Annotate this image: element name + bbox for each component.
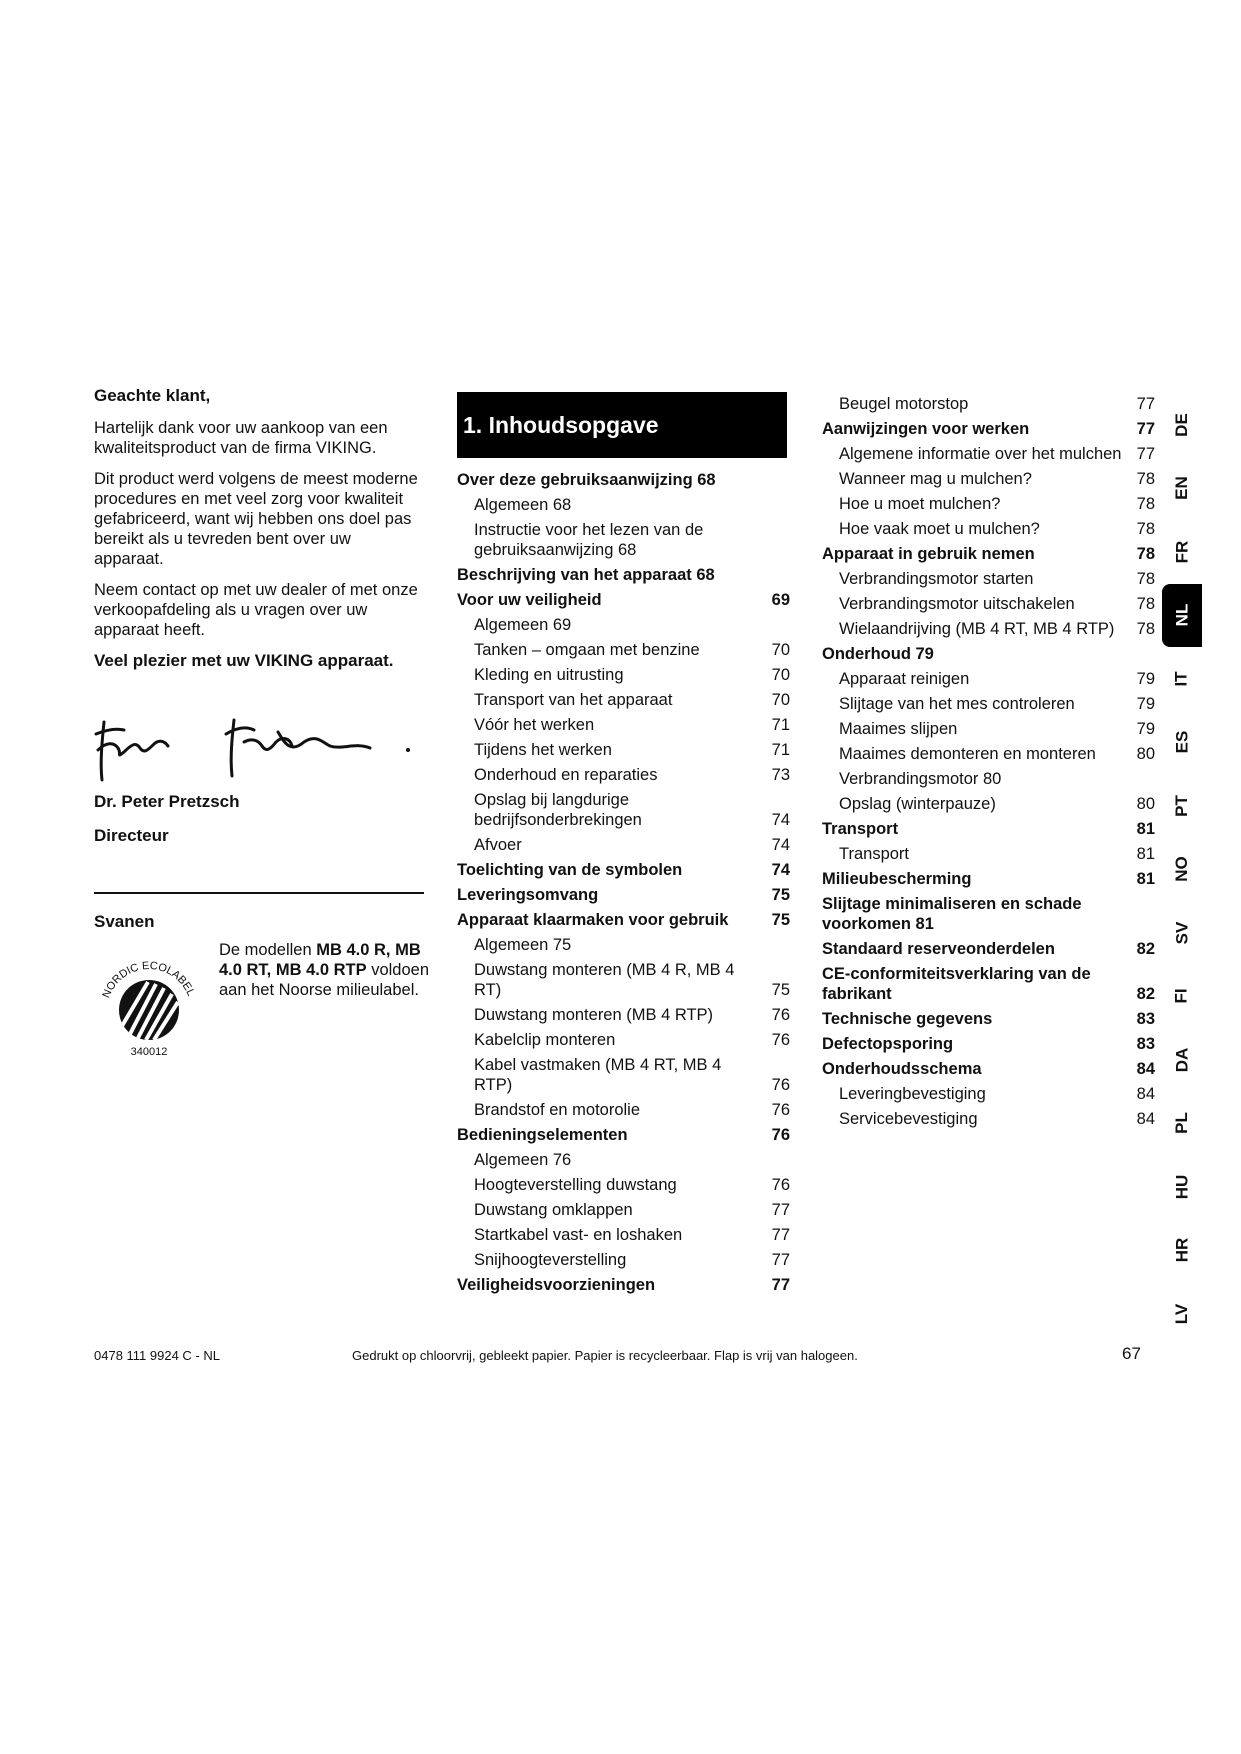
toc-entry[interactable]	[457, 1198, 792, 1223]
toc-entry[interactable]	[457, 858, 792, 883]
toc-entry-title: Duwstang monteren (MB 4 RTP)	[474, 1006, 714, 1024]
language-tab-es[interactable]	[1162, 711, 1202, 775]
toc-entry[interactable]	[822, 792, 1157, 817]
toc-entry[interactable]	[822, 1007, 1157, 1032]
toc-entry-title: Aanwijzingen voor werken	[822, 420, 1030, 438]
toc-entry-page: 70	[771, 691, 790, 709]
toc-entry[interactable]	[822, 692, 1157, 717]
toc-entry-page: 71	[771, 741, 790, 759]
toc-entry-title: Verbrandingsmotor uitschakelen	[839, 595, 1075, 613]
svanen-title: Svanen	[94, 912, 155, 931]
toc-entry-page: 76	[771, 1031, 790, 1049]
toc-entry-title: Opslag (winterpauze)	[839, 795, 996, 813]
nordic-ecolabel-icon	[94, 942, 204, 1060]
toc-entry-page: 76	[771, 1076, 790, 1094]
toc-entry[interactable]	[457, 788, 792, 833]
toc-entry-title: Standaard reserveonderdelen	[822, 940, 1055, 958]
language-tabs	[1162, 393, 1202, 1346]
toc-entry[interactable]	[457, 563, 792, 588]
toc-column-right	[822, 392, 1157, 1132]
toc-entry[interactable]	[822, 717, 1157, 742]
toc-entry[interactable]	[457, 1273, 792, 1298]
language-tab-label: IT	[1171, 671, 1191, 687]
toc-entry[interactable]	[822, 392, 1157, 417]
handwritten-signature	[94, 712, 424, 782]
toc-entry[interactable]	[822, 492, 1157, 517]
toc-entry-title: Leveringbevestiging	[839, 1085, 986, 1103]
toc-entry-page: 71	[771, 716, 790, 734]
toc-entry-page: 75	[771, 981, 790, 999]
toc-entry-title: Opslag bij langdurige bedrijfsonderbrekingen	[474, 791, 642, 829]
toc-entry-page: 76	[771, 1101, 790, 1119]
toc-entry-page: 77	[1136, 445, 1155, 463]
toc-entry-title: Maaimes slijpen	[839, 720, 958, 738]
toc-entry-page: 69	[771, 591, 790, 609]
toc-entry[interactable]	[457, 1053, 792, 1098]
toc-entry-title: Wanneer mag u mulchen?	[839, 470, 1032, 488]
toc-entry-page: 78	[1136, 495, 1155, 513]
language-tab-label: ES	[1172, 730, 1191, 754]
toc-entry[interactable]	[457, 1028, 792, 1053]
language-tab-hu[interactable]	[1162, 1155, 1202, 1219]
toc-entry[interactable]	[822, 892, 1157, 937]
toc-entry-page: 70	[771, 666, 790, 684]
toc-entry-title: Algemeen 69	[474, 616, 572, 634]
toc-entry[interactable]	[457, 688, 792, 713]
toc-entry[interactable]	[457, 1098, 792, 1123]
language-tab-label: FI	[1171, 988, 1191, 1004]
toc-entry-title: Apparaat reinigen	[839, 670, 970, 688]
toc-list	[457, 468, 792, 1298]
toc-heading: 1. Inhoudsopgave	[457, 392, 787, 458]
paper-note: Gedrukt op chloorvrij, gebleekt papier. Papier is recycleerbaar. Flap is vrij van halogeen.	[352, 1348, 858, 1363]
toc-entry-title: Startkabel vast- en loshaken	[474, 1226, 683, 1244]
section-divider	[94, 892, 424, 894]
toc-entry-title: Onderhoud 79	[822, 645, 934, 663]
toc-entry-page: 80	[1136, 795, 1155, 813]
svanen-description	[219, 940, 429, 1000]
toc-entry-page: 75	[771, 886, 790, 904]
toc-entry-page: 83	[1136, 1010, 1155, 1028]
toc-entry-title: Slijtage van het mes controleren	[839, 695, 1075, 713]
toc-entry[interactable]	[457, 1003, 792, 1028]
toc-entry-title: Algemeen 68	[474, 496, 572, 514]
toc-entry-title: Tanken – omgaan met benzine	[474, 641, 700, 659]
intro-paragraph: Dit product werd volgens de meest moderne procedures en met veel zorg voor kwaliteit gefabriceerd, want wij hebben ons doel pas bereikt als u tevreden bent over uw apparaat.	[94, 470, 418, 568]
toc-entry[interactable]	[457, 763, 792, 788]
toc-entry-page: 84	[1136, 1085, 1155, 1103]
language-tab-da[interactable]	[1162, 1028, 1202, 1092]
toc-entry[interactable]	[457, 1248, 792, 1273]
language-tab-label: PT	[1171, 794, 1191, 817]
toc-entry-title: Onderhoudsschema	[822, 1060, 982, 1078]
toc-entry-title: Defectopsporing	[822, 1035, 954, 1053]
toc-entry-page: 78	[1136, 545, 1155, 563]
toc-entry-title: Kabel vastmaken (MB 4 RT, MB 4 RTP)	[474, 1056, 722, 1094]
svg-text:NORDIC ECOLABEL: NORDIC ECOLABEL	[100, 959, 197, 1000]
toc-entry-title: Servicebevestiging	[839, 1110, 978, 1128]
toc-entry-page: 79	[1136, 720, 1155, 738]
toc-entry-page: 78	[1136, 520, 1155, 538]
svanen-models: MB 4.0 R, MB 4.0 RT, MB 4.0 RTP	[219, 941, 421, 979]
toc-entry-title: Transport van het apparaat	[474, 691, 673, 709]
toc-entry-title: Tijdens het werken	[474, 741, 612, 759]
toc-entry[interactable]	[822, 517, 1157, 542]
language-tab-fr[interactable]	[1162, 520, 1202, 584]
toc-entry-page: 80	[1136, 745, 1155, 763]
toc-entry-page: 79	[1136, 670, 1155, 688]
toc-entry[interactable]	[822, 867, 1157, 892]
toc-entry-title: Transport	[822, 820, 899, 838]
toc-entry-title: Kleding en uitrusting	[474, 666, 624, 684]
toc-entry[interactable]	[822, 617, 1157, 642]
toc-entry-title: Wielaandrijving (MB 4 RT, MB 4 RTP)	[839, 620, 1115, 638]
intro-paragraph: Neem contact op met uw dealer of met onze verkoopafdeling als u vragen over uw apparaat heeft.	[94, 581, 418, 639]
toc-entry-page: 77	[771, 1251, 790, 1269]
toc-entry-title: Verbrandingsmotor 80	[839, 770, 1002, 788]
language-tab-no[interactable]	[1162, 838, 1202, 902]
toc-entry[interactable]	[822, 1032, 1157, 1057]
toc-entry-title: Leveringsomvang	[457, 886, 599, 904]
toc-entry-page: 77	[1136, 395, 1155, 413]
toc-entry[interactable]	[457, 883, 792, 908]
toc-entry[interactable]	[822, 962, 1157, 1007]
toc-entry[interactable]	[822, 542, 1157, 567]
toc-column-middle	[457, 392, 792, 1298]
toc-entry-title: Transport	[839, 845, 909, 863]
toc-entry-page: 78	[1136, 570, 1155, 588]
toc-entry-page: 75	[771, 911, 790, 929]
language-tab-nl[interactable]	[1162, 584, 1202, 648]
toc-entry[interactable]	[457, 1173, 792, 1198]
toc-entry-title: Duwstang omklappen	[474, 1201, 633, 1219]
signatory-name: Dr. Peter Pretzsch	[94, 792, 240, 811]
toc-entry-title: Onderhoud en reparaties	[474, 766, 658, 784]
toc-entry-title: Hoogteverstelling duwstang	[474, 1176, 677, 1194]
intro-paragraph: Hartelijk dank voor uw aankoop van een kwaliteitsproduct van de firma VIKING.	[94, 419, 388, 457]
language-tab-label: DE	[1172, 412, 1191, 437]
language-tab-label: NL	[1171, 603, 1191, 627]
language-tab-fi[interactable]	[1162, 965, 1202, 1029]
toc-entry-page: 84	[1136, 1060, 1155, 1078]
toc-entry[interactable]	[457, 958, 792, 1003]
toc-entry[interactable]	[822, 842, 1157, 867]
toc-entry-title: Toelichting van de symbolen	[457, 861, 683, 879]
toc-entry-title: Hoe u moet mulchen?	[839, 495, 1001, 513]
toc-entry[interactable]	[822, 567, 1157, 592]
toc-entry-page: 76	[771, 1176, 790, 1194]
toc-entry-page: 79	[1136, 695, 1155, 713]
svanen-text-suffix: voldoen aan het Noorse milieulabel.	[219, 961, 430, 999]
toc-entry-page: 77	[771, 1201, 790, 1219]
language-tab-lv[interactable]	[1162, 1282, 1202, 1346]
toc-entry-title: Algemene informatie over het mulchen	[839, 445, 1122, 463]
toc-entry[interactable]	[457, 1123, 792, 1148]
language-tab-label: NO	[1172, 856, 1191, 882]
toc-entry-page: 76	[771, 1006, 790, 1024]
language-tab-en[interactable]	[1162, 457, 1202, 521]
language-tab-pl[interactable]	[1162, 1092, 1202, 1156]
toc-entry[interactable]	[457, 613, 792, 638]
language-tab-label: SV	[1172, 921, 1191, 945]
toc-entry[interactable]	[822, 642, 1157, 667]
toc-entry-title: Beugel motorstop	[839, 395, 969, 413]
toc-entry-page: 74	[771, 836, 790, 854]
toc-entry-title: Verbrandingsmotor starten	[839, 570, 1034, 588]
toc-entry[interactable]	[822, 817, 1157, 842]
svg-text:340012: 340012	[130, 1046, 168, 1058]
toc-entry[interactable]	[822, 767, 1157, 792]
signatory-role: Directeur	[94, 826, 169, 845]
toc-list	[822, 392, 1157, 1132]
page-number: 67	[1122, 1344, 1141, 1363]
toc-entry[interactable]	[457, 1223, 792, 1248]
toc-entry[interactable]	[457, 518, 792, 563]
toc-entry-page: 83	[1136, 1035, 1155, 1053]
toc-entry-title: Voor uw veiligheid	[457, 591, 602, 609]
toc-entry-page: 82	[1136, 985, 1155, 1003]
toc-entry[interactable]	[457, 908, 792, 933]
language-tab-it[interactable]	[1162, 647, 1202, 711]
toc-entry-page: 70	[771, 641, 790, 659]
toc-entry[interactable]	[822, 667, 1157, 692]
intro-letter	[94, 386, 424, 671]
toc-entry-page: 81	[1136, 820, 1155, 838]
toc-entry-title: Vóór het werken	[474, 716, 595, 734]
toc-entry-page: 82	[1136, 940, 1155, 958]
toc-entry-title: Bedieningselementen	[457, 1126, 628, 1144]
toc-entry[interactable]	[822, 467, 1157, 492]
toc-entry-title: Algemeen 75	[474, 936, 572, 954]
toc-entry-page: 77	[1136, 420, 1155, 438]
toc-entry-title: Kabelclip monteren	[474, 1031, 616, 1049]
toc-entry[interactable]	[457, 1148, 792, 1173]
language-tab-label: PL	[1171, 1112, 1191, 1135]
toc-entry-title: Beschrijving van het apparaat 68	[457, 566, 715, 584]
language-tab-de[interactable]	[1162, 393, 1202, 457]
greeting: Geachte klant,	[94, 386, 211, 405]
toc-entry-title: Snijhoogteverstelling	[474, 1251, 627, 1269]
toc-entry[interactable]	[457, 663, 792, 688]
toc-entry-page: 77	[771, 1226, 790, 1244]
language-tab-label: FR	[1171, 540, 1191, 564]
language-tab-label: HR	[1172, 1237, 1191, 1263]
toc-entry-title: Slijtage minimaliseren en schade voorkomen 81	[822, 895, 1082, 933]
toc-entry-title: Milieubescherming	[822, 870, 972, 888]
closing-line: Veel plezier met uw VIKING apparaat.	[94, 651, 394, 670]
language-tab-hr[interactable]	[1162, 1219, 1202, 1283]
toc-entry-title: Over deze gebruiksaanwijzing 68	[457, 471, 716, 489]
toc-entry[interactable]	[822, 592, 1157, 617]
language-tab-pt[interactable]	[1162, 774, 1202, 838]
toc-entry-title: Apparaat klaarmaken voor gebruik	[457, 911, 729, 929]
toc-entry[interactable]	[457, 588, 792, 613]
toc-entry[interactable]	[822, 417, 1157, 442]
toc-entry-page: 74	[771, 811, 790, 829]
toc-entry-title: Afvoer	[474, 836, 522, 854]
toc-entry-title: Algemeen 76	[474, 1151, 572, 1169]
toc-entry-title: Veiligheidsvoorzieningen	[457, 1276, 656, 1294]
language-tab-label: EN	[1172, 476, 1191, 501]
toc-entry-title: Instructie voor het lezen van de gebruiksaanwijzing 68	[474, 521, 704, 559]
toc-entry[interactable]	[822, 1057, 1157, 1082]
toc-entry-page: 78	[1136, 595, 1155, 613]
toc-entry-page: 78	[1136, 470, 1155, 488]
toc-entry[interactable]	[457, 713, 792, 738]
language-tab-label: DA	[1172, 1047, 1191, 1073]
toc-entry-page: 73	[771, 766, 790, 784]
language-tab-sv[interactable]	[1162, 901, 1202, 965]
toc-entry-title: Maaimes demonteren en monteren	[839, 745, 1096, 763]
toc-entry[interactable]	[457, 738, 792, 763]
toc-entry[interactable]	[457, 833, 792, 858]
svanen-text-prefix: De modellen	[219, 941, 317, 959]
toc-entry[interactable]	[457, 933, 792, 958]
toc-entry-title: Hoe vaak moet u mulchen?	[839, 520, 1040, 538]
toc-entry[interactable]	[822, 1107, 1157, 1132]
language-tab-label: HU	[1172, 1174, 1191, 1200]
toc-entry-title: Technische gegevens	[822, 1010, 993, 1028]
toc-entry[interactable]	[457, 638, 792, 663]
toc-entry-page: 84	[1136, 1110, 1155, 1128]
language-tab-label: LV	[1172, 1303, 1191, 1324]
toc-entry-page: 78	[1136, 620, 1155, 638]
toc-entry-title: Duwstang monteren (MB 4 R, MB 4 RT)	[474, 961, 735, 999]
toc-entry-title: CE-conformiteitsverklaring van de fabrikant	[822, 965, 1091, 1003]
toc-entry[interactable]	[822, 937, 1157, 962]
toc-entry-page: 81	[1136, 870, 1155, 888]
document-code: 0478 111 9924 C - NL	[94, 1348, 220, 1363]
toc-entry-page: 74	[771, 861, 790, 879]
toc-entry[interactable]	[822, 442, 1157, 467]
toc-entry-page: 77	[771, 1276, 790, 1294]
toc-entry-title: Brandstof en motorolie	[474, 1101, 641, 1119]
toc-entry-page: 76	[771, 1126, 790, 1144]
toc-entry[interactable]	[457, 493, 792, 518]
toc-entry[interactable]	[822, 742, 1157, 767]
toc-entry[interactable]	[822, 1082, 1157, 1107]
toc-entry[interactable]	[457, 468, 792, 493]
toc-entry-title: Apparaat in gebruik nemen	[822, 545, 1035, 563]
toc-entry-page: 81	[1136, 845, 1155, 863]
